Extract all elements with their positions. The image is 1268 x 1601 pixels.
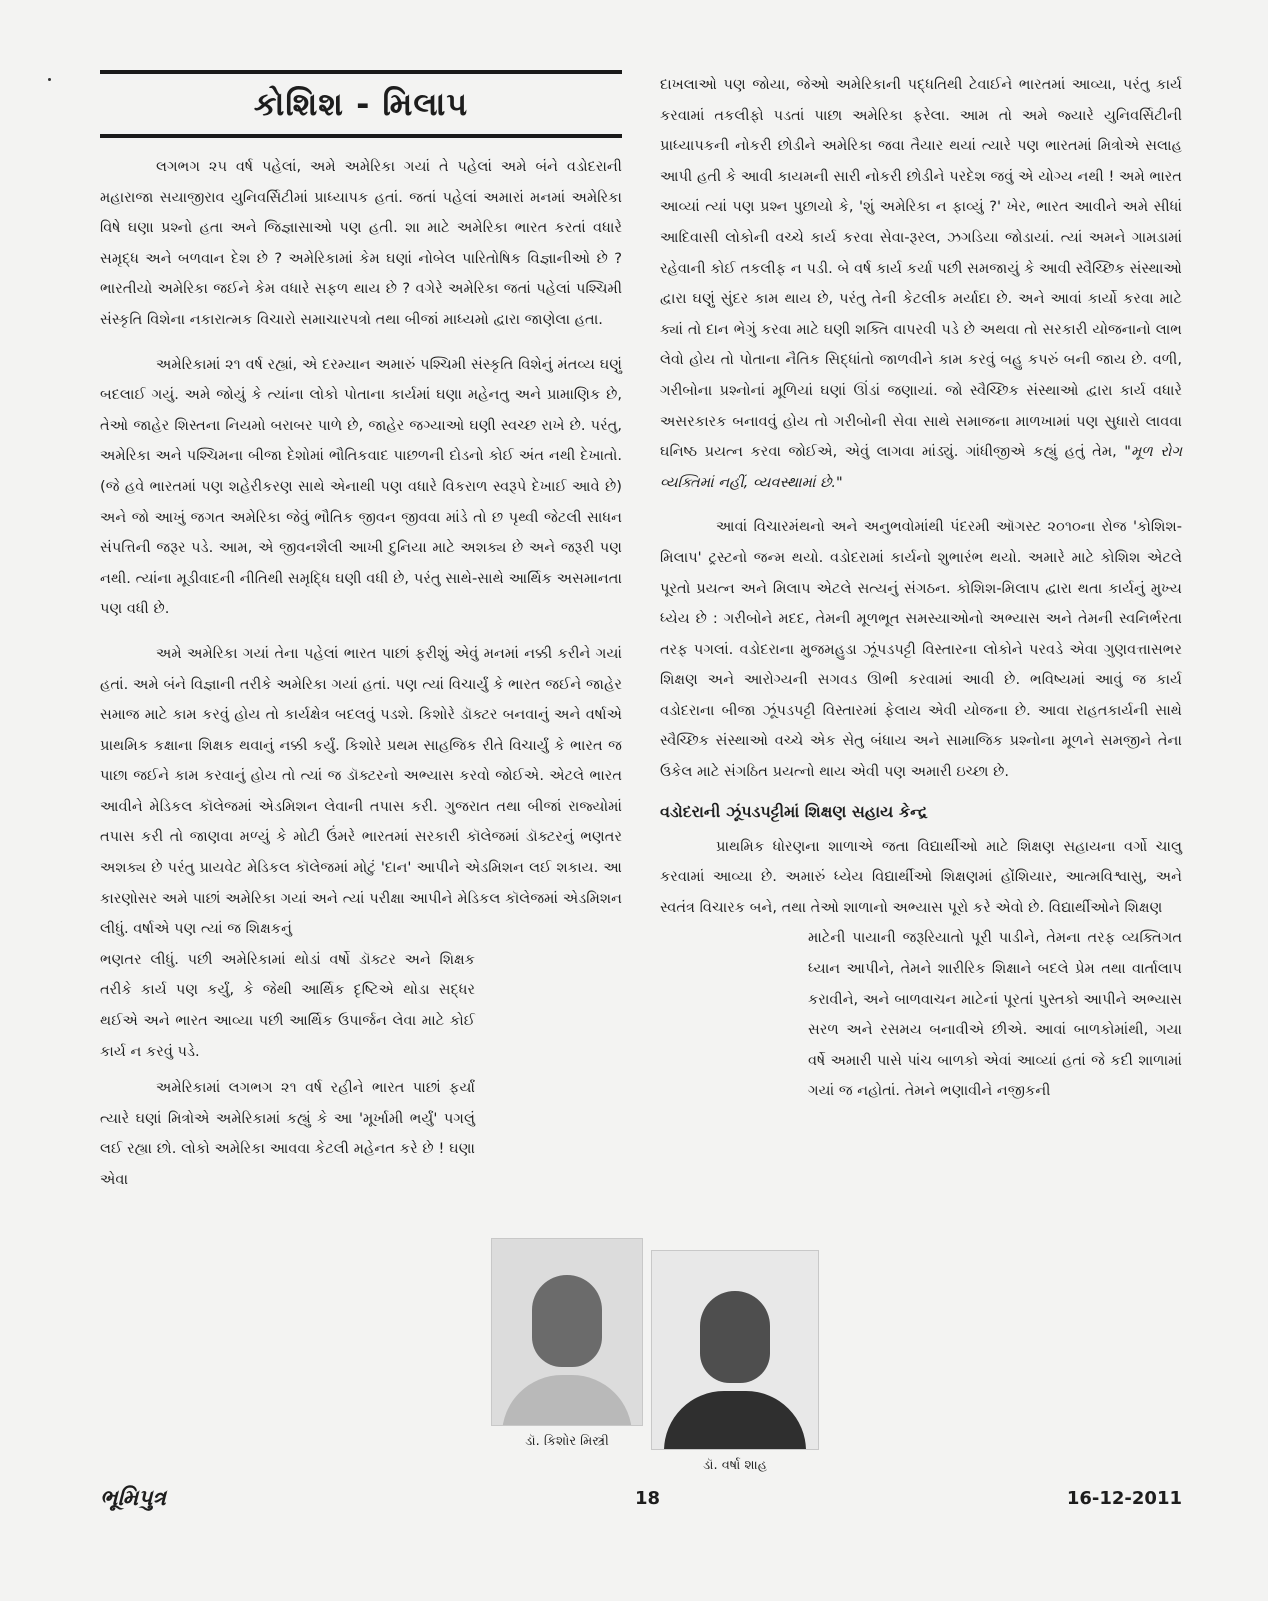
paragraph-4: અમેરિકામાં લગભગ ૨૧ વર્ષ રહીને ભારત પાછાં ફર્યાં ત્યારે ઘણાં મિત્રોએ અમેરિકામાં કહ્યું કે આ 'મૂર્ખામી ભર્યું' પગલું લઈ રહ્યા છો. લોકો અમેરિકા આવવા કેટલી મહેનત કરે છે ! ઘણા એવા — [100, 1079, 475, 1188]
issue-date: 16-12-2011 — [1066, 1488, 1182, 1509]
photo-block — [492, 1238, 810, 1473]
page-footer — [100, 1486, 1182, 1516]
portrait-woman — [651, 1250, 819, 1450]
portrait-face — [700, 1291, 770, 1383]
section-subheading: વડોદરાની ઝૂંપડપટ્ટીમાં શિક્ષણ સહાય કેન્દ્ર — [660, 801, 928, 821]
paragraph-5-text: દાખલાઓ પણ જોયા, જેઓ અમેરિકાની પદ્ધતિથી ટેવાઈને ભારતમાં આવ્યા, પરંતુ કાર્ય કરવામાં તકલીફો પડતાં પાછા અમેરિકા ફરેલા. આમ તો અમે જ્યારે યુનિવર્સિટીની પ્રાધ્યાપકની નોકરી છોડીને અમેરિકા જવા તૈયાર થયાં ત્યારે પણ ભારતમાં મિત્રોએ સલાહ આપી હતી કે આવી કાયમની સારી નોકરી છોડીને પરદેશ જવું એ યોગ્ય નથી ! અમે ભારત આવ્યાં ત્યાં પણ પ્રશ્ન પુછાયો કે, 'શું અમેરિકા ન ફાવ્યું ?' ખેર, ભારત આવીને અમે સીધાં આદિવાસી લોકોની વચ્ચે કાર્ય કરવા સેવા-રૂરલ, ઝગડિયા જોડાયાં. ત્યાં અમને ગામડામાં રહેવાની કોઈ તકલીફ ન પડી. બે વર્ષ કાર્ય કર્યા પછી સમજાયું કે આવી સ્વૈચ્છિક સંસ્થાઓ દ્વારા ઘણું સુંદર કામ થાય છે, પરંતુ તેની કેટલીક મર્યાદા છે. અને આવાં કાર્યો કરવા માટે ક્યાં તો દાન ભેગું કરવા માટે ઘણી શક્તિ વાપરવી પડે છે અથવા તો સરકારી યોજનાનો લાભ લેવો હોય તો પોતાના નૈતિક સિદ્ધાંતો જાળવીને કામ કરવું બહુ કપરું બની જાય છે. વળી, ગરીબોના પ્રશ્નોનાં મૂળિયાં ઘણાં ઊંડાં જણાયાં. જો સ્વૈચ્છિક સંસ્થાઓ દ્વારા કાર્ય વધારે અસરકારક બનાવવું હોય તો ગરીબોની સેવા સાથે સમાજના માળખામાં પણ સુધારો લાવવા ઘનિષ્ઠ પ્રયત્ન કરવા જોઈએ, એવું લાગવા માંડ્યું. ગાંધીજીએ કહ્યું હતું તેમ, — [660, 76, 1182, 461]
portrait-man — [491, 1238, 643, 1426]
portrait-shoulders — [502, 1375, 632, 1426]
paragraph-7: પ્રાથમિક ધોરણના શાળાએ જતા વિદ્યાર્થીઓ માટે શિક્ષણ સહાયના વર્ગો ચાલુ કરવામાં આવ્યા છે. અમારું ધ્યેય વિદ્યાર્થીઓ શિક્ષણમાં હોંશિયાર, આત્મવિશ્વાસુ, અને સ્વતંત્ર વિચારક બને, તથા તેઓ શાળાનો અભ્યાસ પૂરો કરે એવો છે. વિદ્યાર્થીઓને શિક્ષણ — [660, 837, 1182, 916]
right-column — [660, 70, 1182, 1121]
gandhi-quote: "મૂળ રોગ વ્યક્તિમાં નહીં, વ્યવસ્થામાં છે." — [660, 443, 1182, 491]
magazine-logo: ભૂમિપુત્ર — [100, 1486, 166, 1511]
photo-caption-kishor: ડૉ. કિશોર મિસ્ત્રી — [525, 1434, 609, 1449]
paragraph-5 — [660, 70, 1182, 498]
paragraph-7-continued: માટેની પાયાની જરૂરિયાતો પૂરી પાડીને, તેમના તરફ વ્યક્તિગત ધ્યાન આપીને, તેમને શારીરિક શિક્ષાને બદલે પ્રેમ તથા વાર્તાલાપ કરાવીને, અને બાળવાચન માટેનાં પૂરતાં પુસ્તકો આપીને અભ્યાસ સરળ અને રસમય બનાવીએ છીએ. આવાં બાળકોમાંથી, ગયા વર્ષે અમારી પાસે પાંચ બાળકો એવાં આવ્યાં હતાં જે કદી શાળામાં ગયાં જ નહોતાં. તેમને ભણાવીને નજીકની — [808, 929, 1182, 1100]
photo-varsha — [660, 1238, 810, 1473]
portrait-face — [532, 1275, 602, 1367]
speck — [48, 78, 51, 81]
paragraph-6: આવાં વિચારમંથનો અને અનુભવોમાંથી પંદરમી ઑગસ્ટ ૨૦૧૦ના રોજ 'કોશિશ-મિલાપ' ટ્રસ્ટનો જન્મ થયો. વડોદરામાં કાર્યનો શુભારંભ થયો. અમારે માટે કોશિશ એટલે પૂરતો પ્રયત્ન અને મિલાપ એટલે સત્યનું સંગઠન. કોશિશ-મિલાપ દ્વારા થતા કાર્યનું મુખ્ય ધ્યેય છે : ગરીબોને મદદ, તેમની મૂળભૂત સમસ્યાઓનો અભ્યાસ અને તેમની સ્વનિર્ભરતા તરફ પગલાં. વડોદરાના મુજમહુડા ઝૂંપડપટ્ટી વિસ્તારના લોકોને પરવડે એવા ગુણવત્તાસભર શિક્ષણ અને આરોગ્યની સગવડ ઊભી કરવામાં આવી છે. ભવિષ્યમાં આવું જ કાર્ય વડોદરાના બીજા ઝૂંપડપટ્ટી વિસ્તારમાં ફેલાય એવી યોજના છે. આવા રાહતકાર્યની સાથે સ્વૈચ્છિક સંસ્થાઓ વચ્ચે એક સેતુ બંધાય અને સામાજિક પ્રશ્નોના મૂળને સમજીને તેના ઉકેલ માટે સંગઠિત પ્રયત્નો થાય એવી પણ અમારી ઇચ્છા છે. — [660, 518, 1182, 781]
left-narrow-block — [100, 945, 475, 1196]
photo-caption-varsha: ડૉ. વર્ષા શાહ — [703, 1458, 767, 1473]
page-number: 18 — [635, 1488, 661, 1509]
paragraph-3-continued: ભણતર લીધું. પછી અમેરિકામાં થોડાં વર્ષો ડૉક્ટર અને શિક્ષક તરીકે કાર્ય પણ કર્યું, કે જેથી આર્થિક દૃષ્ટિએ થોડા સદ્ધર થઈએ અને ભારત આવ્યા પછી આર્થિક ઉપાર્જન લેવા માટે કોઈ કાર્ય ન કરવું પડે. — [100, 950, 475, 1060]
paragraph-2: અમેરિકામાં ૨૧ વર્ષ રહ્યાં, એ દરમ્યાન અમારું પશ્ચિમી સંસ્કૃતિ વિશેનું મંતવ્ય ઘણું બદલાઈ ગયું. અમે જોયું કે ત્યાંના લોકો પોતાના કાર્યમાં ઘણા મહેનતુ અને પ્રામાણિક છે, તેઓ જાહેર શિસ્તના નિયમો બરાબર પાળે છે, જાહેર જગ્યાઓ ઘણી સ્વચ્છ રાખે છે. પરંતુ, અમેરિકા અને પશ્ચિમના બીજા દેશોમાં ભૌતિકવાદ પાછળની દોડનો કોઈ અંત નથી દેખાતો. (જે હવે ભારતમાં પણ શહેરીકરણ સાથે એનાથી પણ વધારે વિકરાળ સ્વરૂપે દેખાઈ આવે છે) અને જો આખું જગત અમેરિકા જેવું ભૌતિક જીવન જીવવા માંડે તો છ પૃથ્વી જેટલી સાધન સંપત્તિની જરૂર પડે. આમ, એ જીવનશૈલી આખી દુનિયા માટે અશક્ય છે અને જરૂરી પણ નથી. ત્યાંના મૂડીવાદની નીતિથી સમૃદ્ધિ ઘણી વધી છે, પરંતુ સાથે-સાથે આર્થિક અસમાનતા પણ વધી છે. — [100, 355, 622, 618]
paragraph-1: લગભગ ૨૫ વર્ષ પહેલાં, અમે અમેરિકા ગયાં તે પહેલાં અમે બંને વડોદરાની મહારાજા સયાજીરાવ યુનિવર્સિટીમાં પ્રાધ્યાપક હતાં. જતાં પહેલાં અમારાં મનમાં અમેરિકા વિષે ઘણા પ્રશ્નો હતા અને જિજ્ઞાસાઓ પણ હતી. શા માટે અમેરિકા ભારત કરતાં વધારે સમૃદ્ધ અને બળવાન દેશ છે ? અમેરિકામાં કેમ ઘણાં નોબેલ પારિતોષિક વિજ્ઞાનીઓ છે ? ભારતીયો અમેરિકા જઈને કેમ વધારે સફળ થાય છે ? વગેરે અમેરિકા જતાં પહેલાં પશ્ચિમી સંસ્કૃતિ વિશેના નકારાત્મક વિચારો સમાચારપત્રો તથા બીજાં માધ્યમો દ્વારા જાણેલા હતા. — [100, 158, 622, 328]
photo-kishor — [492, 1238, 642, 1473]
portrait-shoulders — [664, 1391, 806, 1450]
left-column — [100, 70, 622, 1210]
paragraph-3: અમે અમેરિકા ગયાં તેના પહેલાં ભારત પાછાં ફરીશું એવું મનમાં નક્કી કરીને ગયાં હતાં. અમે બંને વિજ્ઞાની તરીકે અમેરિકા ગયાં હતાં. પણ ત્યાં વિચાર્યું કે ભારત જઈને જાહેર સમાજ માટે કામ કરવું હોય તો કાર્યક્ષેત્ર બદલવું પડશે. કિશોરે ડૉક્ટર બનવાનું અને વર્ષાએ પ્રાથમિક કક્ષાના શિક્ષક થવાનું નક્કી કર્યું. કિશોરે પ્રથમ સાહજિક રીતે વિચાર્યું કે ભારત જ પાછા જઈને કામ કરવાનું હોય તો ત્યાં જ ડૉક્ટરનો અભ્યાસ કરવો જોઈએ. એટલે ભારત આવીને મેડિકલ કૉલેજમાં એડમિશન લેવાની તપાસ કરી. ગુજરાત તથા બીજાં રાજ્યોમાં તપાસ કરી તો જાણવા મળ્યું કે મોટી ઉંમરે ભારતમાં સરકારી કૉલેજમાં ડૉક્ટરનું ભણતર અશક્ય છે પરંતુ પ્રાયવેટ મેડિકલ કૉલેજમાં મોટું 'દાન' આપીને એડમિશન લઈ શકાય. આ કારણોસર અમે પાછાં અમેરિકા ગયાં અને ત્યાં પરીક્ષા આપીને મેડિકલ કૉલેજમાં એડમિશન લીધું. વર્ષાએ પણ ત્યાં જ શિક્ષકનું — [100, 644, 622, 938]
title-box — [100, 70, 622, 138]
article-title: કોશિશ - મિલાપ — [253, 84, 469, 123]
right-narrow-block — [808, 923, 1182, 1107]
